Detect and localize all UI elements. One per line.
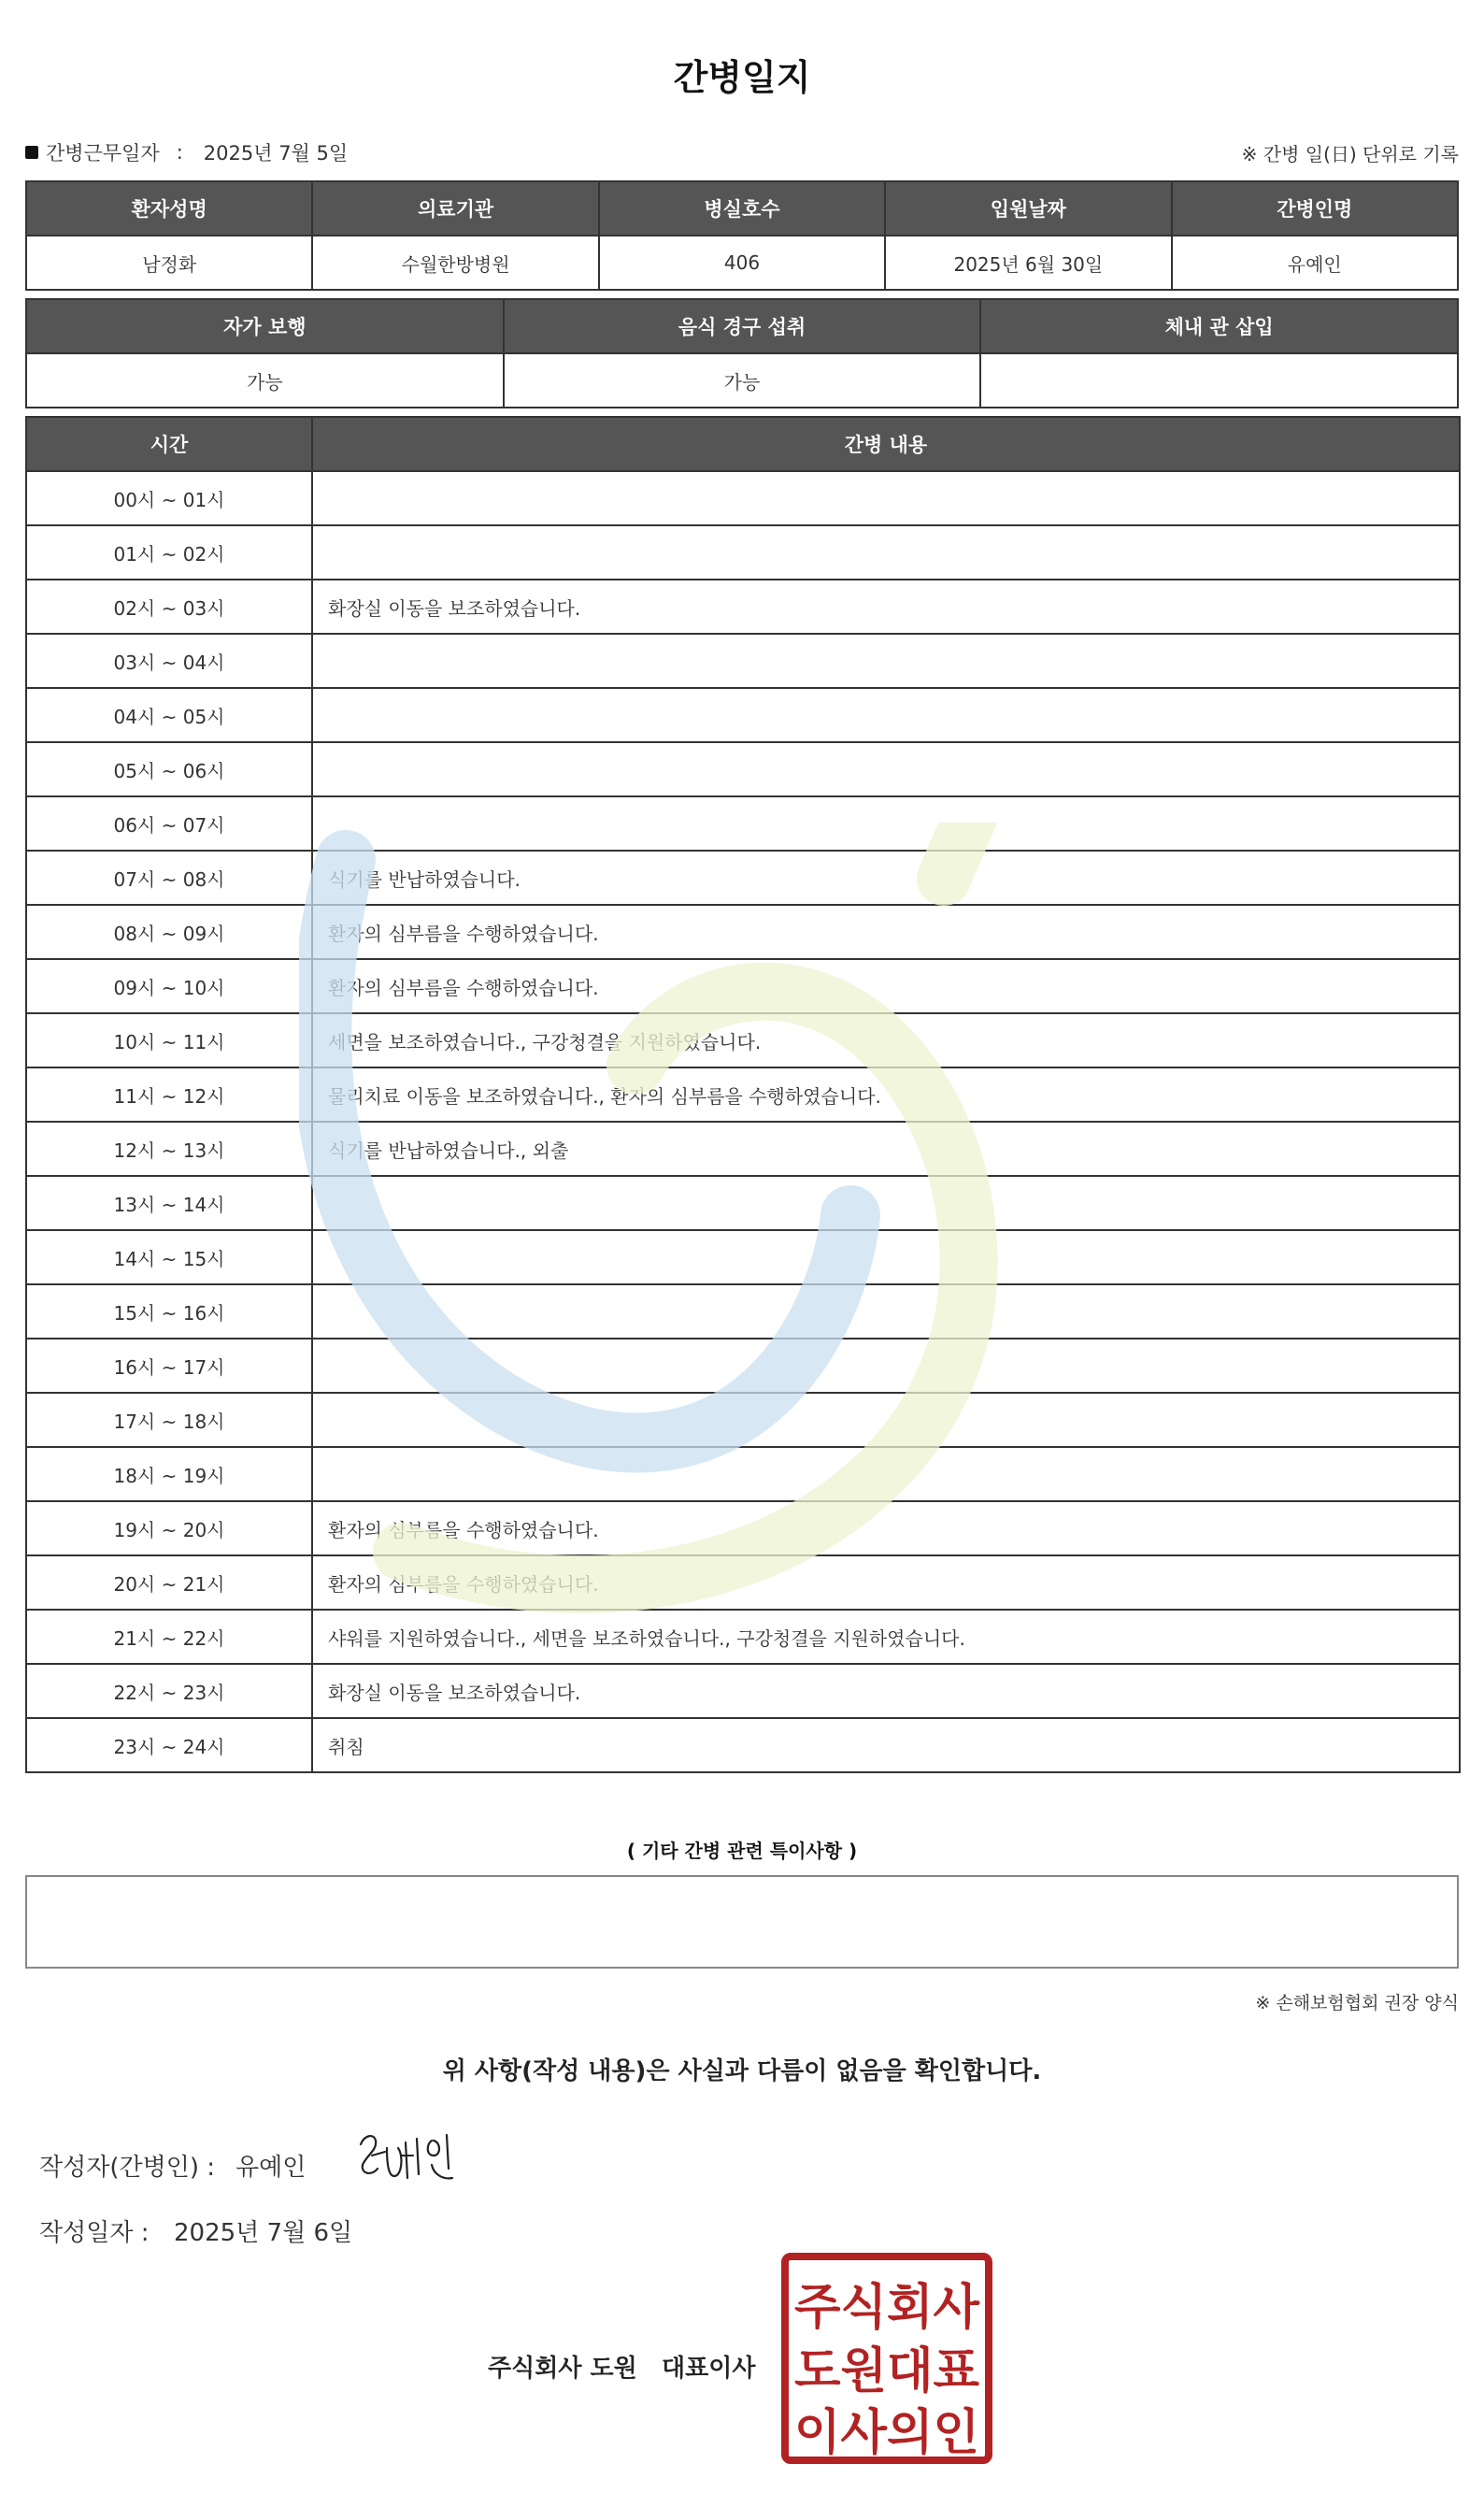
log-content	[312, 525, 1460, 580]
log-content: 환자의 심부름을 수행하였습니다.	[312, 905, 1460, 959]
special-notes-box	[25, 1875, 1459, 1969]
log-content	[312, 1339, 1460, 1393]
work-date-colon: :	[176, 141, 183, 164]
log-time: 18시 ~ 19시	[26, 1447, 312, 1501]
square-bullet-icon	[25, 146, 38, 159]
unit-note: ※ 간병 일(日) 단위로 기록	[1241, 143, 1459, 165]
patient-status-table	[25, 298, 1459, 408]
log-content: 세면을 보조하였습니다., 구강청결을 지원하였습니다.	[312, 1013, 1460, 1067]
log-content: 환자의 심부름을 수행하였습니다.	[312, 959, 1460, 1013]
log-row	[26, 1122, 1460, 1176]
log-row	[26, 1339, 1460, 1393]
log-content: 취침	[312, 1718, 1460, 1772]
log-content: 식기를 반납하였습니다., 외출	[312, 1122, 1460, 1176]
log-time: 23시 ~ 24시	[26, 1718, 312, 1772]
header-oral-intake: 음식 경구 섭취	[504, 299, 981, 353]
log-row	[26, 1718, 1460, 1772]
document-title: 간병일지	[673, 57, 811, 98]
header-time: 시간	[26, 417, 312, 471]
hospital-name: 수월한방병원	[312, 236, 598, 290]
log-row	[26, 959, 1460, 1013]
written-date-label: 작성일자 :	[39, 2219, 150, 2247]
confirmation-statement: 위 사항(작성 내용)은 사실과 다름이 없음을 확인합니다.	[442, 2057, 1042, 2085]
log-time: 21시 ~ 22시	[26, 1610, 312, 1664]
log-time: 05시 ~ 06시	[26, 742, 312, 796]
header-self-walking: 자가 보행	[26, 299, 504, 353]
log-row	[26, 1013, 1460, 1067]
log-time: 06시 ~ 07시	[26, 796, 312, 851]
seal-line-1: 주식회사	[794, 2280, 980, 2336]
admission-date: 2025년 6월 30일	[885, 236, 1171, 290]
written-date-value: 2025년 7월 6일	[174, 2219, 353, 2247]
log-row	[26, 471, 1460, 525]
special-notes-title: ( 기타 간병 관련 특이사항 )	[626, 1840, 858, 1862]
work-date-value: 2025년 7월 5일	[203, 142, 349, 165]
log-content: 샤워를 지원하였습니다., 세면을 보조하였습니다., 구강청결을 지원하였습니다.	[312, 1610, 1460, 1664]
handwritten-signature	[353, 2127, 465, 2193]
log-row	[26, 1555, 1460, 1610]
log-content: 물리치료 이동을 보조하였습니다., 환자의 심부름을 수행하였습니다.	[312, 1067, 1460, 1122]
patient-name: 남정화	[26, 236, 312, 290]
log-row	[26, 1501, 1460, 1555]
log-row	[26, 1447, 1460, 1501]
room-number: 406	[599, 236, 885, 290]
log-content	[312, 796, 1460, 851]
log-content	[312, 1176, 1460, 1230]
kpia-note: ※ 손해보험협회 권장 양식	[1255, 1993, 1459, 2013]
ceo-title: 대표이사	[662, 2355, 756, 2383]
log-time: 19시 ~ 20시	[26, 1501, 312, 1555]
log-content	[312, 634, 1460, 688]
header-caregiver: 간병인명	[1172, 181, 1458, 236]
writer-name: 유예인	[235, 2154, 307, 2182]
log-content: 식기를 반납하였습니다.	[312, 851, 1460, 905]
company-name: 주식회사 도원	[488, 2355, 637, 2383]
log-row	[26, 580, 1460, 634]
log-time: 04시 ~ 05시	[26, 688, 312, 742]
log-row	[26, 1176, 1460, 1230]
log-time: 07시 ~ 08시	[26, 851, 312, 905]
header-room: 병실호수	[599, 181, 885, 236]
log-content: 화장실 이동을 보조하였습니다.	[312, 1664, 1460, 1718]
seal-line-3: 이사의인	[794, 2405, 979, 2461]
log-time: 22시 ~ 23시	[26, 1664, 312, 1718]
self-walking-value: 가능	[26, 353, 504, 408]
log-time: 00시 ~ 01시	[26, 471, 312, 525]
log-time: 03시 ~ 04시	[26, 634, 312, 688]
log-row	[26, 688, 1460, 742]
log-content	[312, 471, 1460, 525]
log-content: 환자의 심부름을 수행하였습니다.	[312, 1501, 1460, 1555]
log-time: 11시 ~ 12시	[26, 1067, 312, 1122]
company-seal	[781, 2253, 992, 2464]
log-content	[312, 1284, 1460, 1339]
log-time: 17시 ~ 18시	[26, 1393, 312, 1447]
header-care-content: 간병 내용	[312, 417, 1460, 471]
log-row	[26, 1610, 1460, 1664]
care-log-table	[25, 416, 1461, 1773]
header-tube-insertion: 체내 관 삽입	[980, 299, 1458, 353]
log-time: 15시 ~ 16시	[26, 1284, 312, 1339]
writer-line	[39, 2148, 306, 2183]
log-time: 14시 ~ 15시	[26, 1230, 312, 1284]
log-content	[312, 688, 1460, 742]
header-hospital: 의료기관	[312, 181, 598, 236]
log-content	[312, 1447, 1460, 1501]
log-row	[26, 1664, 1460, 1718]
patient-info-table	[25, 180, 1459, 291]
work-date-label: 간병근무일자	[46, 142, 160, 165]
log-content: 환자의 심부름을 수행하였습니다.	[312, 1555, 1460, 1610]
log-time: 09시 ~ 10시	[26, 959, 312, 1013]
log-row	[26, 742, 1460, 796]
log-row	[26, 1284, 1460, 1339]
log-content	[312, 1393, 1460, 1447]
log-time: 13시 ~ 14시	[26, 1176, 312, 1230]
writer-label: 작성자(간병인) :	[39, 2154, 216, 2182]
log-time: 08시 ~ 09시	[26, 905, 312, 959]
header-patient-name: 환자성명	[26, 181, 312, 236]
tube-insertion-value	[980, 353, 1458, 408]
log-row	[26, 851, 1460, 905]
log-time: 20시 ~ 21시	[26, 1555, 312, 1610]
log-time: 01시 ~ 02시	[26, 525, 312, 580]
log-row	[26, 525, 1460, 580]
caregiver-name: 유예인	[1172, 236, 1458, 290]
work-date	[25, 138, 348, 166]
log-time: 10시 ~ 11시	[26, 1013, 312, 1067]
log-row	[26, 1230, 1460, 1284]
oral-intake-value: 가능	[504, 353, 981, 408]
log-row	[26, 1067, 1460, 1122]
written-date-line	[39, 2213, 352, 2248]
log-row	[26, 905, 1460, 959]
header-admission-date: 입원날짜	[885, 181, 1171, 236]
log-row	[26, 634, 1460, 688]
log-time: 02시 ~ 03시	[26, 580, 312, 634]
log-row	[26, 796, 1460, 851]
log-content	[312, 1230, 1460, 1284]
log-content: 화장실 이동을 보조하였습니다.	[312, 580, 1460, 634]
seal-line-2: 도원대표	[794, 2343, 979, 2400]
log-row	[26, 1393, 1460, 1447]
log-time: 16시 ~ 17시	[26, 1339, 312, 1393]
log-time: 12시 ~ 13시	[26, 1122, 312, 1176]
log-content	[312, 742, 1460, 796]
